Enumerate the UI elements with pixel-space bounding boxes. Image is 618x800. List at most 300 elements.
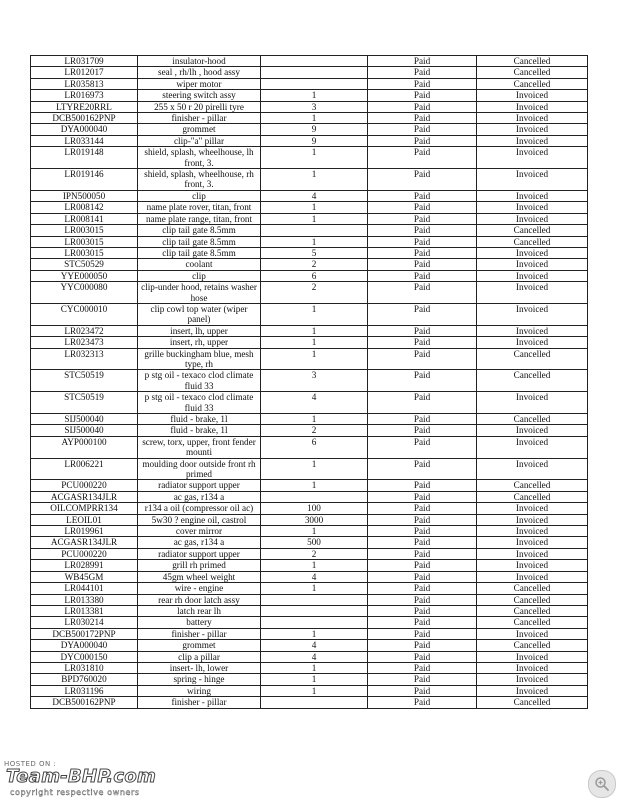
description-cell: insert, rh, upper [138, 337, 261, 348]
description-cell: p stg oil - texaco clod climate fluid 33 [138, 392, 261, 414]
payment-cell: Paid [368, 392, 477, 414]
payment-cell: Paid [368, 651, 477, 662]
part-number-cell: LR028991 [31, 560, 138, 571]
description-cell: finisher - pillar [138, 113, 261, 124]
status-cell: Cancelled [477, 236, 588, 247]
part-number-cell: DCB500172PNP [31, 628, 138, 639]
description-cell: spring - hinge [138, 674, 261, 685]
status-cell: Invoiced [477, 101, 588, 112]
part-number-cell: LR003015 [31, 236, 138, 247]
description-cell: grommet [138, 124, 261, 135]
status-cell: Cancelled [477, 56, 588, 67]
description-cell: seal , rh/lh , hood assy [138, 67, 261, 78]
part-number-cell: LR019146 [31, 169, 138, 191]
table-row [31, 697, 588, 708]
status-cell: Invoiced [477, 325, 588, 336]
table-row [31, 458, 588, 480]
part-number-cell: LR003015 [31, 225, 138, 236]
quantity-cell: 3 [261, 370, 368, 392]
description-cell: p stg oil - texaco clod climate fluid 33 [138, 370, 261, 392]
payment-cell: Paid [368, 169, 477, 191]
status-cell: Invoiced [477, 571, 588, 582]
quantity-cell: 3000 [261, 514, 368, 525]
table-row [31, 247, 588, 258]
description-cell: clip tail gate 8.5mm [138, 247, 261, 258]
table-row [31, 135, 588, 146]
payment-cell: Paid [368, 640, 477, 651]
part-number-cell: YYE000050 [31, 270, 138, 281]
quantity-cell: 1 [261, 213, 368, 224]
parts-table [30, 55, 588, 709]
part-number-cell: LR032313 [31, 348, 138, 370]
payment-cell: Paid [368, 135, 477, 146]
quantity-cell: 4 [261, 571, 368, 582]
table-row [31, 259, 588, 270]
quantity-cell [261, 697, 368, 708]
table-row [31, 436, 588, 458]
part-number-cell: STC50529 [31, 259, 138, 270]
description-cell: clip cowl top water (wiper panel) [138, 303, 261, 325]
quantity-cell [261, 491, 368, 502]
part-number-cell: DYA000040 [31, 124, 138, 135]
part-number-cell: OILCOMPRR134 [31, 503, 138, 514]
table-row [31, 514, 588, 525]
description-cell: clip a pillar [138, 651, 261, 662]
quantity-cell [261, 78, 368, 89]
table-row [31, 270, 588, 281]
payment-cell: Paid [368, 674, 477, 685]
part-number-cell: LR031810 [31, 662, 138, 673]
payment-cell: Paid [368, 537, 477, 548]
part-number-cell: LR008142 [31, 202, 138, 213]
quantity-cell: 9 [261, 124, 368, 135]
quantity-cell: 4 [261, 392, 368, 414]
table-row [31, 392, 588, 414]
quantity-cell: 2 [261, 425, 368, 436]
part-number-cell: LTYRE20RRL [31, 101, 138, 112]
table-row [31, 202, 588, 213]
part-number-cell: AYP000100 [31, 436, 138, 458]
table-row [31, 526, 588, 537]
table-row [31, 548, 588, 559]
payment-cell: Paid [368, 548, 477, 559]
part-number-cell: LR023472 [31, 325, 138, 336]
part-number-cell: LR023473 [31, 337, 138, 348]
payment-cell: Paid [368, 213, 477, 224]
payment-cell: Paid [368, 259, 477, 270]
quantity-cell [261, 605, 368, 616]
payment-cell: Paid [368, 303, 477, 325]
description-cell: 5w30 ? engine oil, castrol [138, 514, 261, 525]
status-cell: Invoiced [477, 537, 588, 548]
quantity-cell: 2 [261, 282, 368, 304]
part-number-cell: DYA000040 [31, 640, 138, 651]
description-cell: insert- lh, lower [138, 662, 261, 673]
description-cell: name plate range, titan, front [138, 213, 261, 224]
status-cell: Invoiced [477, 190, 588, 201]
payment-cell: Paid [368, 348, 477, 370]
part-number-cell: LR019148 [31, 147, 138, 169]
description-cell: name plate rover, titan, front [138, 202, 261, 213]
status-cell: Cancelled [477, 605, 588, 616]
quantity-cell: 3 [261, 101, 368, 112]
part-number-cell: LR035813 [31, 78, 138, 89]
payment-cell: Paid [368, 503, 477, 514]
payment-cell: Paid [368, 202, 477, 213]
part-number-cell: ACGASR134JLR [31, 537, 138, 548]
description-cell: grommet [138, 640, 261, 651]
table-row [31, 101, 588, 112]
table-row [31, 503, 588, 514]
status-cell: Invoiced [477, 270, 588, 281]
part-number-cell: LR044101 [31, 583, 138, 594]
payment-cell: Paid [368, 414, 477, 425]
description-cell: ac gas, r134 a [138, 491, 261, 502]
table-row [31, 78, 588, 89]
status-cell: Cancelled [477, 348, 588, 370]
table-row [31, 124, 588, 135]
quantity-cell: 2 [261, 259, 368, 270]
status-cell: Cancelled [477, 594, 588, 605]
quantity-cell: 4 [261, 651, 368, 662]
status-cell: Invoiced [477, 628, 588, 639]
status-cell: Invoiced [477, 503, 588, 514]
payment-cell: Paid [368, 617, 477, 628]
status-cell: Invoiced [477, 548, 588, 559]
table-row [31, 571, 588, 582]
description-cell: latch rear lh [138, 605, 261, 616]
part-number-cell: LR030214 [31, 617, 138, 628]
part-number-cell: BPD760020 [31, 674, 138, 685]
status-cell: Invoiced [477, 124, 588, 135]
status-cell: Invoiced [477, 90, 588, 101]
watermark [0, 758, 220, 800]
part-number-cell: DCB500162PNP [31, 113, 138, 124]
description-cell: grill rh primed [138, 560, 261, 571]
table-row [31, 651, 588, 662]
quantity-cell: 1 [261, 674, 368, 685]
description-cell: clip [138, 190, 261, 201]
payment-cell: Paid [368, 113, 477, 124]
table-row [31, 560, 588, 571]
description-cell: cover mirror [138, 526, 261, 537]
quantity-cell: 100 [261, 503, 368, 514]
part-number-cell: LR019961 [31, 526, 138, 537]
description-cell: insulator-hood [138, 56, 261, 67]
part-number-cell: LR012017 [31, 67, 138, 78]
table-row [31, 190, 588, 201]
part-number-cell: LR013381 [31, 605, 138, 616]
quantity-cell [261, 67, 368, 78]
table-row [31, 583, 588, 594]
part-number-cell: LR013380 [31, 594, 138, 605]
payment-cell: Paid [368, 236, 477, 247]
quantity-cell: 1 [261, 348, 368, 370]
quantity-cell: 1 [261, 113, 368, 124]
parts-table-body [31, 56, 588, 709]
table-row [31, 282, 588, 304]
payment-cell: Paid [368, 247, 477, 258]
description-cell: finisher - pillar [138, 697, 261, 708]
payment-cell: Paid [368, 190, 477, 201]
table-row [31, 348, 588, 370]
payment-cell: Paid [368, 325, 477, 336]
part-number-cell: IPN500050 [31, 190, 138, 201]
status-cell: Invoiced [477, 247, 588, 258]
quantity-cell [261, 225, 368, 236]
payment-cell: Paid [368, 685, 477, 696]
status-cell: Cancelled [477, 414, 588, 425]
table-row [31, 303, 588, 325]
payment-cell: Paid [368, 337, 477, 348]
watermark-hosted-on: HOSTED ON : [4, 760, 57, 768]
quantity-cell: 5 [261, 247, 368, 258]
payment-cell: Paid [368, 571, 477, 582]
table-row [31, 225, 588, 236]
status-cell: Invoiced [477, 202, 588, 213]
table-row [31, 685, 588, 696]
quantity-cell: 1 [261, 325, 368, 336]
payment-cell: Paid [368, 90, 477, 101]
status-cell: Cancelled [477, 697, 588, 708]
table-row [31, 337, 588, 348]
table-row [31, 113, 588, 124]
table-row [31, 213, 588, 224]
quantity-cell: 2 [261, 548, 368, 559]
status-cell: Cancelled [477, 491, 588, 502]
zoom-button[interactable] [588, 770, 616, 798]
watermark-copyright: copyright respective owners [10, 788, 140, 797]
quantity-cell: 1 [261, 90, 368, 101]
table-row [31, 90, 588, 101]
table-row [31, 169, 588, 191]
part-number-cell: SIJ500040 [31, 414, 138, 425]
part-number-cell: STC50519 [31, 392, 138, 414]
table-row [31, 425, 588, 436]
status-cell: Invoiced [477, 113, 588, 124]
status-cell: Cancelled [477, 583, 588, 594]
quantity-cell [261, 56, 368, 67]
part-number-cell: STC50519 [31, 370, 138, 392]
payment-cell: Paid [368, 78, 477, 89]
description-cell: steering switch assy [138, 90, 261, 101]
part-number-cell: LR031709 [31, 56, 138, 67]
table-row [31, 491, 588, 502]
payment-cell: Paid [368, 526, 477, 537]
description-cell: clip [138, 270, 261, 281]
quantity-cell: 4 [261, 190, 368, 201]
status-cell: Cancelled [477, 67, 588, 78]
part-number-cell: LR008141 [31, 213, 138, 224]
table-row [31, 67, 588, 78]
quantity-cell: 9 [261, 135, 368, 146]
status-cell: Invoiced [477, 282, 588, 304]
description-cell: fluid - brake, 1l [138, 425, 261, 436]
payment-cell: Paid [368, 425, 477, 436]
table-row [31, 628, 588, 639]
quantity-cell: 4 [261, 640, 368, 651]
part-number-cell: PCU000220 [31, 480, 138, 491]
description-cell: 255 x 50 r 20 pirelli tyre [138, 101, 261, 112]
status-cell: Invoiced [477, 685, 588, 696]
quantity-cell: 1 [261, 662, 368, 673]
description-cell: clip tail gate 8.5mm [138, 236, 261, 247]
status-cell: Invoiced [477, 392, 588, 414]
description-cell: moulding door outside front rh primed [138, 458, 261, 480]
status-cell: Invoiced [477, 337, 588, 348]
status-cell: Invoiced [477, 651, 588, 662]
table-row [31, 370, 588, 392]
description-cell: shield, splash, wheelhouse, lh front, 3. [138, 147, 261, 169]
table-row [31, 56, 588, 67]
part-number-cell: ACGASR134JLR [31, 491, 138, 502]
status-cell: Cancelled [477, 640, 588, 651]
table-row [31, 605, 588, 616]
quantity-cell: 1 [261, 526, 368, 537]
quantity-cell: 1 [261, 337, 368, 348]
description-cell: radiator support upper [138, 480, 261, 491]
status-cell: Invoiced [477, 662, 588, 673]
payment-cell: Paid [368, 147, 477, 169]
part-number-cell: CYC000010 [31, 303, 138, 325]
status-cell: Invoiced [477, 425, 588, 436]
payment-cell: Paid [368, 56, 477, 67]
payment-cell: Paid [368, 605, 477, 616]
quantity-cell: 1 [261, 480, 368, 491]
payment-cell: Paid [368, 514, 477, 525]
status-cell: Invoiced [477, 147, 588, 169]
description-cell: screw, torx, upper, front fender mounti [138, 436, 261, 458]
payment-cell: Paid [368, 491, 477, 502]
quantity-cell [261, 594, 368, 605]
quantity-cell: 1 [261, 583, 368, 594]
description-cell: fluid - brake, 1l [138, 414, 261, 425]
payment-cell: Paid [368, 225, 477, 236]
payment-cell: Paid [368, 67, 477, 78]
payment-cell: Paid [368, 594, 477, 605]
table-row [31, 414, 588, 425]
status-cell: Cancelled [477, 370, 588, 392]
part-number-cell: LR006221 [31, 458, 138, 480]
part-number-cell: LR016973 [31, 90, 138, 101]
part-number-cell: YYC000080 [31, 282, 138, 304]
payment-cell: Paid [368, 282, 477, 304]
status-cell: Invoiced [477, 526, 588, 537]
status-cell: Cancelled [477, 225, 588, 236]
part-number-cell: PCU000220 [31, 548, 138, 559]
table-row [31, 236, 588, 247]
quantity-cell: 1 [261, 236, 368, 247]
payment-cell: Paid [368, 697, 477, 708]
quantity-cell: 1 [261, 414, 368, 425]
quantity-cell: 1 [261, 303, 368, 325]
part-number-cell: LEOIL01 [31, 514, 138, 525]
part-number-cell: LR033144 [31, 135, 138, 146]
zoom-in-icon [594, 776, 610, 792]
description-cell: coolant [138, 259, 261, 270]
status-cell: Cancelled [477, 480, 588, 491]
description-cell: battery [138, 617, 261, 628]
payment-cell: Paid [368, 458, 477, 480]
part-number-cell: WB45GM [31, 571, 138, 582]
quantity-cell: 1 [261, 628, 368, 639]
quantity-cell [261, 617, 368, 628]
payment-cell: Paid [368, 124, 477, 135]
table-row [31, 480, 588, 491]
quantity-cell: 1 [261, 169, 368, 191]
status-cell: Cancelled [477, 78, 588, 89]
description-cell: clip-under hood, retains washer hose [138, 282, 261, 304]
status-cell: Invoiced [477, 514, 588, 525]
description-cell: r134 a oil (compressor oil ac) [138, 503, 261, 514]
table-row [31, 662, 588, 673]
status-cell: Invoiced [477, 259, 588, 270]
description-cell: wiper motor [138, 78, 261, 89]
description-cell: wire - engine [138, 583, 261, 594]
table-row [31, 594, 588, 605]
quantity-cell: 500 [261, 537, 368, 548]
part-number-cell: LR003015 [31, 247, 138, 258]
quantity-cell: 6 [261, 270, 368, 281]
part-number-cell: LR031196 [31, 685, 138, 696]
description-cell: clip tail gate 8.5mm [138, 225, 261, 236]
description-cell: shield, splash, wheelhouse, rh front, 3. [138, 169, 261, 191]
payment-cell: Paid [368, 270, 477, 281]
payment-cell: Paid [368, 628, 477, 639]
status-cell: Invoiced [477, 436, 588, 458]
table-row [31, 325, 588, 336]
part-number-cell: DYC000150 [31, 651, 138, 662]
payment-cell: Paid [368, 583, 477, 594]
status-cell: Invoiced [477, 169, 588, 191]
description-cell: grille buckingham blue, mesh type, rh [138, 348, 261, 370]
description-cell: radiator support upper [138, 548, 261, 559]
quantity-cell: 1 [261, 202, 368, 213]
payment-cell: Paid [368, 560, 477, 571]
status-cell: Invoiced [477, 303, 588, 325]
part-number-cell: SIJ500040 [31, 425, 138, 436]
status-cell: Invoiced [477, 135, 588, 146]
description-cell: rear rh door latch assy [138, 594, 261, 605]
quantity-cell: 1 [261, 458, 368, 480]
description-cell: insert, lh, upper [138, 325, 261, 336]
status-cell: Invoiced [477, 458, 588, 480]
table-row [31, 640, 588, 651]
status-cell: Cancelled [477, 617, 588, 628]
quantity-cell: 1 [261, 685, 368, 696]
description-cell: ac gas, r134 a [138, 537, 261, 548]
description-cell: clip-"a" pillar [138, 135, 261, 146]
part-number-cell: DCB500162PNP [31, 697, 138, 708]
quantity-cell: 1 [261, 147, 368, 169]
description-cell: wiring [138, 685, 261, 696]
payment-cell: Paid [368, 370, 477, 392]
status-cell: Invoiced [477, 560, 588, 571]
payment-cell: Paid [368, 101, 477, 112]
table-row [31, 674, 588, 685]
table-row [31, 617, 588, 628]
table-row [31, 147, 588, 169]
status-cell: Invoiced [477, 213, 588, 224]
payment-cell: Paid [368, 480, 477, 491]
payment-cell: Paid [368, 436, 477, 458]
payment-cell: Paid [368, 662, 477, 673]
quantity-cell: 1 [261, 560, 368, 571]
watermark-logo: Team-BHP.com [6, 766, 157, 787]
table-row [31, 537, 588, 548]
description-cell: finisher - pillar [138, 628, 261, 639]
quantity-cell: 6 [261, 436, 368, 458]
